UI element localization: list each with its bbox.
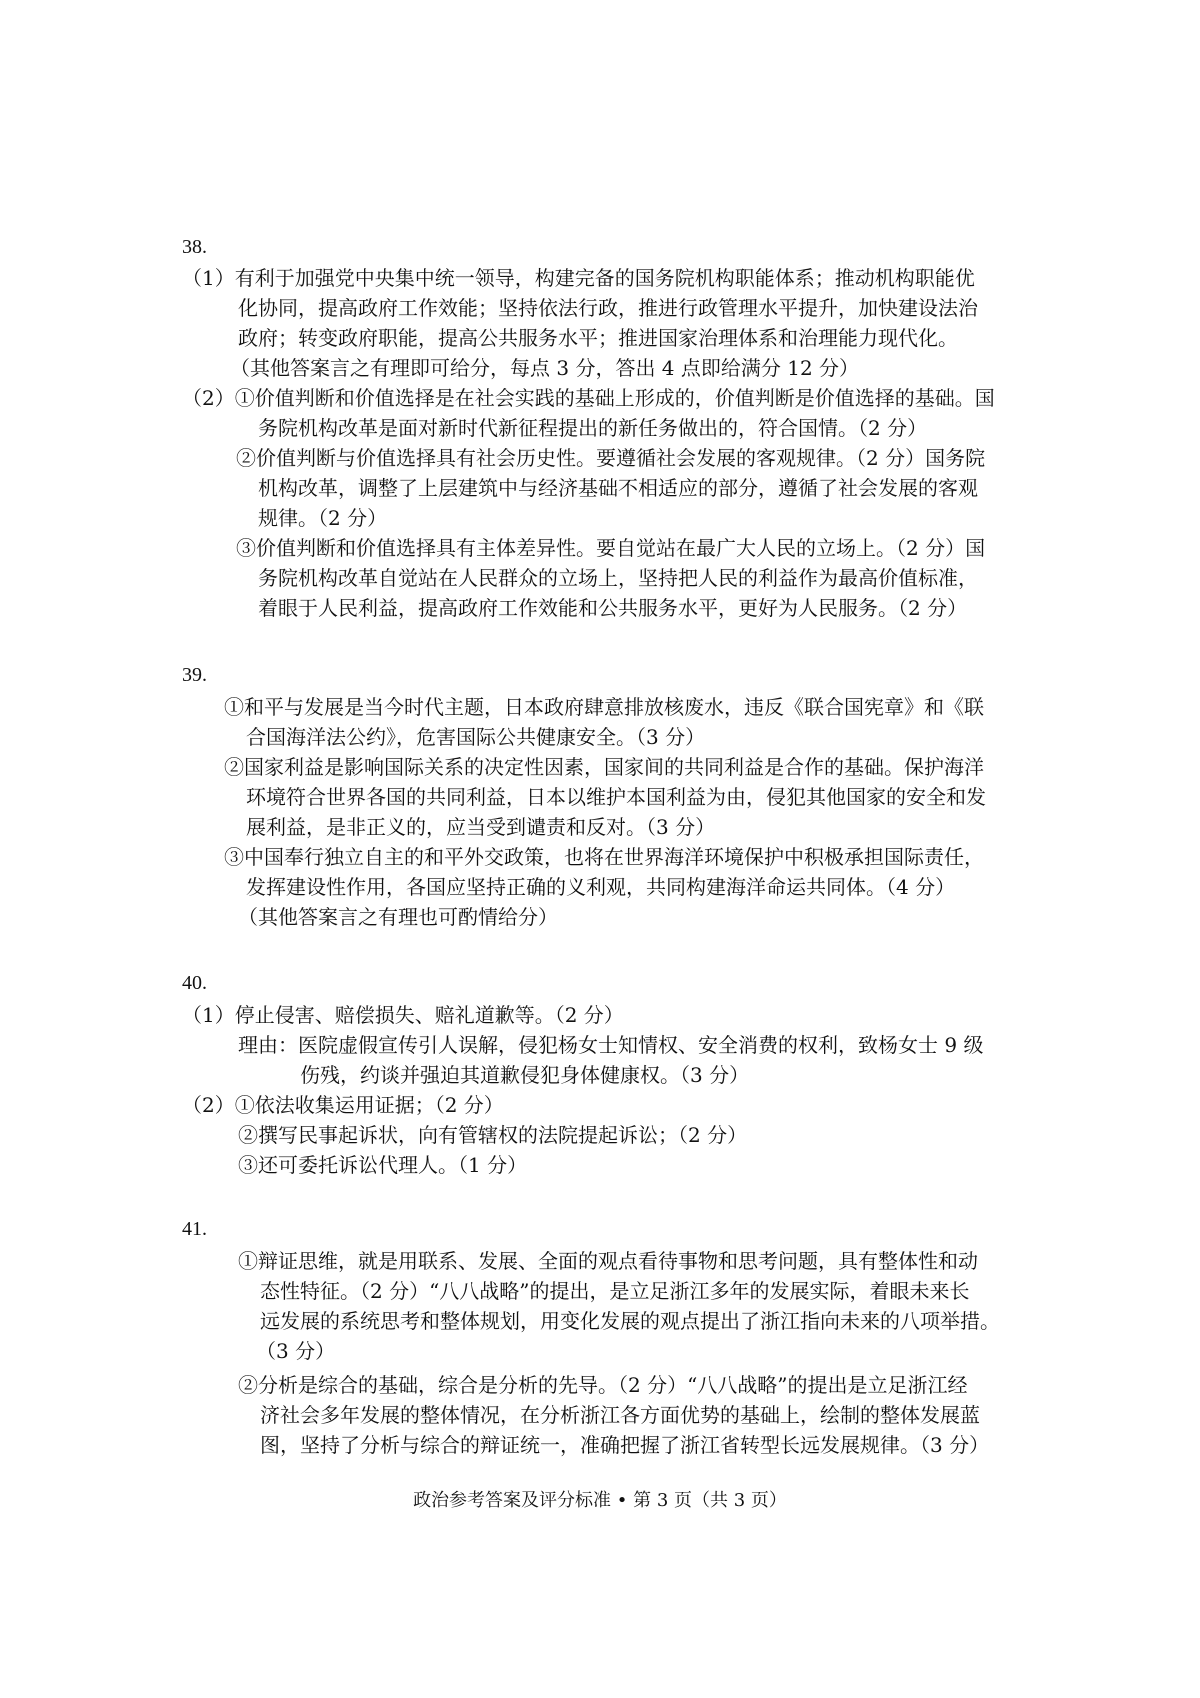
q39-line-6: ③中国奉行独立自主的和平外交政策，也将在世界海洋环境保护中积极承担国际责任， — [224, 845, 984, 869]
q41-line-5: ②分析是综合的基础，综合是分析的先导。（2 分）“八八战略”的提出是立足浙江经 — [238, 1373, 968, 1397]
q38-part2-line-6: ③价值判断和价值选择具有主体差异性。要自觉站在最广大人民的立场上。（2 分）国 — [236, 536, 986, 560]
q38-part1-line-2: 化协同，提高政府工作效能；坚持依法行政，推进行政管理水平提升，加快建设法治 — [238, 296, 978, 320]
q40-part2-line-3: ③还可委托诉讼代理人。（1 分） — [238, 1153, 528, 1177]
q40-reason-line-1: 理由：医院虚假宣传引人误解，侵犯杨女士知情权、安全消费的权利，致杨女士 9 级 — [238, 1033, 984, 1057]
q38-part1-line-3: 政府；转变政府职能，提高公共服务水平；推进国家治理体系和治理能力现代化。 — [238, 326, 958, 350]
q40-part1-line-1: （1）停止侵害、赔偿损失、赔礼道歉等。（2 分） — [182, 1003, 624, 1027]
q40-reason-line-2: 伤残，约谈并强迫其道歉侵犯身体健康权。（3 分） — [300, 1063, 750, 1087]
q41-line-4: （3 分） — [256, 1339, 336, 1363]
q40-part2-line-1: （2）①依法收集运用证据；（2 分） — [182, 1093, 504, 1117]
q39-line-3: ②国家利益是影响国际关系的决定性因素，国家间的共同利益是合作的基础。保护海洋 — [224, 755, 984, 779]
question-38-number: 38. — [182, 236, 207, 258]
q41-line-2: 态性特征。（2 分）“八八战略”的提出，是立足浙江多年的发展实际，着眼未来长 — [260, 1279, 970, 1303]
q38-part2-line-3: ②价值判断与价值选择具有社会历史性。要遵循社会发展的客观规律。（2 分）国务院 — [236, 446, 986, 470]
q38-part1-scoring-note: （其他答案言之有理即可给分，每点 3 分，答出 4 点即给满分 12 分） — [230, 356, 860, 380]
q39-line-7: 发挥建设性作用，各国应坚持正确的义利观，共同构建海洋命运共同体。（4 分） — [246, 875, 956, 899]
question-40-number: 40. — [182, 972, 207, 994]
q41-line-6: 济社会多年发展的整体情况，在分析浙江各方面优势的基础上，绘制的整体发展蓝 — [260, 1403, 980, 1427]
q38-part2-line-5: 规律。（2 分） — [258, 506, 388, 530]
q39-scoring-note: （其他答案言之有理也可酌情给分） — [238, 905, 558, 929]
q41-line-7: 图，坚持了分析与综合的辩证统一，准确把握了浙江省转型长远发展规律。（3 分） — [260, 1433, 990, 1457]
q40-part2-line-2: ②撰写民事起诉状，向有管辖权的法院提起诉讼；（2 分） — [238, 1123, 748, 1147]
q41-line-1: ①辩证思维，就是用联系、发展、全面的观点看待事物和思考问题，具有整体性和动 — [238, 1249, 978, 1273]
q39-line-5: 展利益，是非正义的，应当受到谴责和反对。（3 分） — [246, 815, 716, 839]
page-footer: 政治参考答案及评分标准 • 第 3 页（共 3 页） — [413, 1490, 787, 1511]
q38-part2-line-8: 着眼于人民利益，提高政府工作效能和公共服务水平，更好为人民服务。（2 分） — [258, 596, 968, 620]
q38-part2-line-7: 务院机构改革自觉站在人民群众的立场上，坚持把人民的利益作为最高价值标准， — [258, 566, 978, 590]
q38-part2-line-2: 务院机构改革是面对新时代新征程提出的新任务做出的，符合国情。（2 分） — [258, 416, 928, 440]
question-41-number: 41. — [182, 1218, 207, 1240]
q39-line-2: 合国海洋法公约》，危害国际公共健康安全。（3 分） — [246, 725, 706, 749]
q38-part2-line-1: （2）①价值判断和价值选择是在社会实践的基础上形成的，价值判断是价值选择的基础。国 — [182, 386, 995, 410]
question-39-number: 39. — [182, 664, 207, 686]
q38-part1-line-1: （1）有利于加强党中央集中统一领导，构建完备的国务院机构职能体系；推动机构职能优 — [182, 266, 975, 290]
q39-line-4: 环境符合世界各国的共同利益，日本以维护本国利益为由，侵犯其他国家的安全和发 — [246, 785, 986, 809]
q41-line-3: 远发展的系统思考和整体规划，用变化发展的观点提出了浙江指向未来的八项举措。 — [260, 1309, 1000, 1333]
q38-part2-line-4: 机构改革，调整了上层建筑中与经济基础不相适应的部分，遵循了社会发展的客观 — [258, 476, 978, 500]
q39-line-1: ①和平与发展是当今时代主题，日本政府肆意排放核废水，违反《联合国宪章》和《联 — [224, 695, 984, 719]
